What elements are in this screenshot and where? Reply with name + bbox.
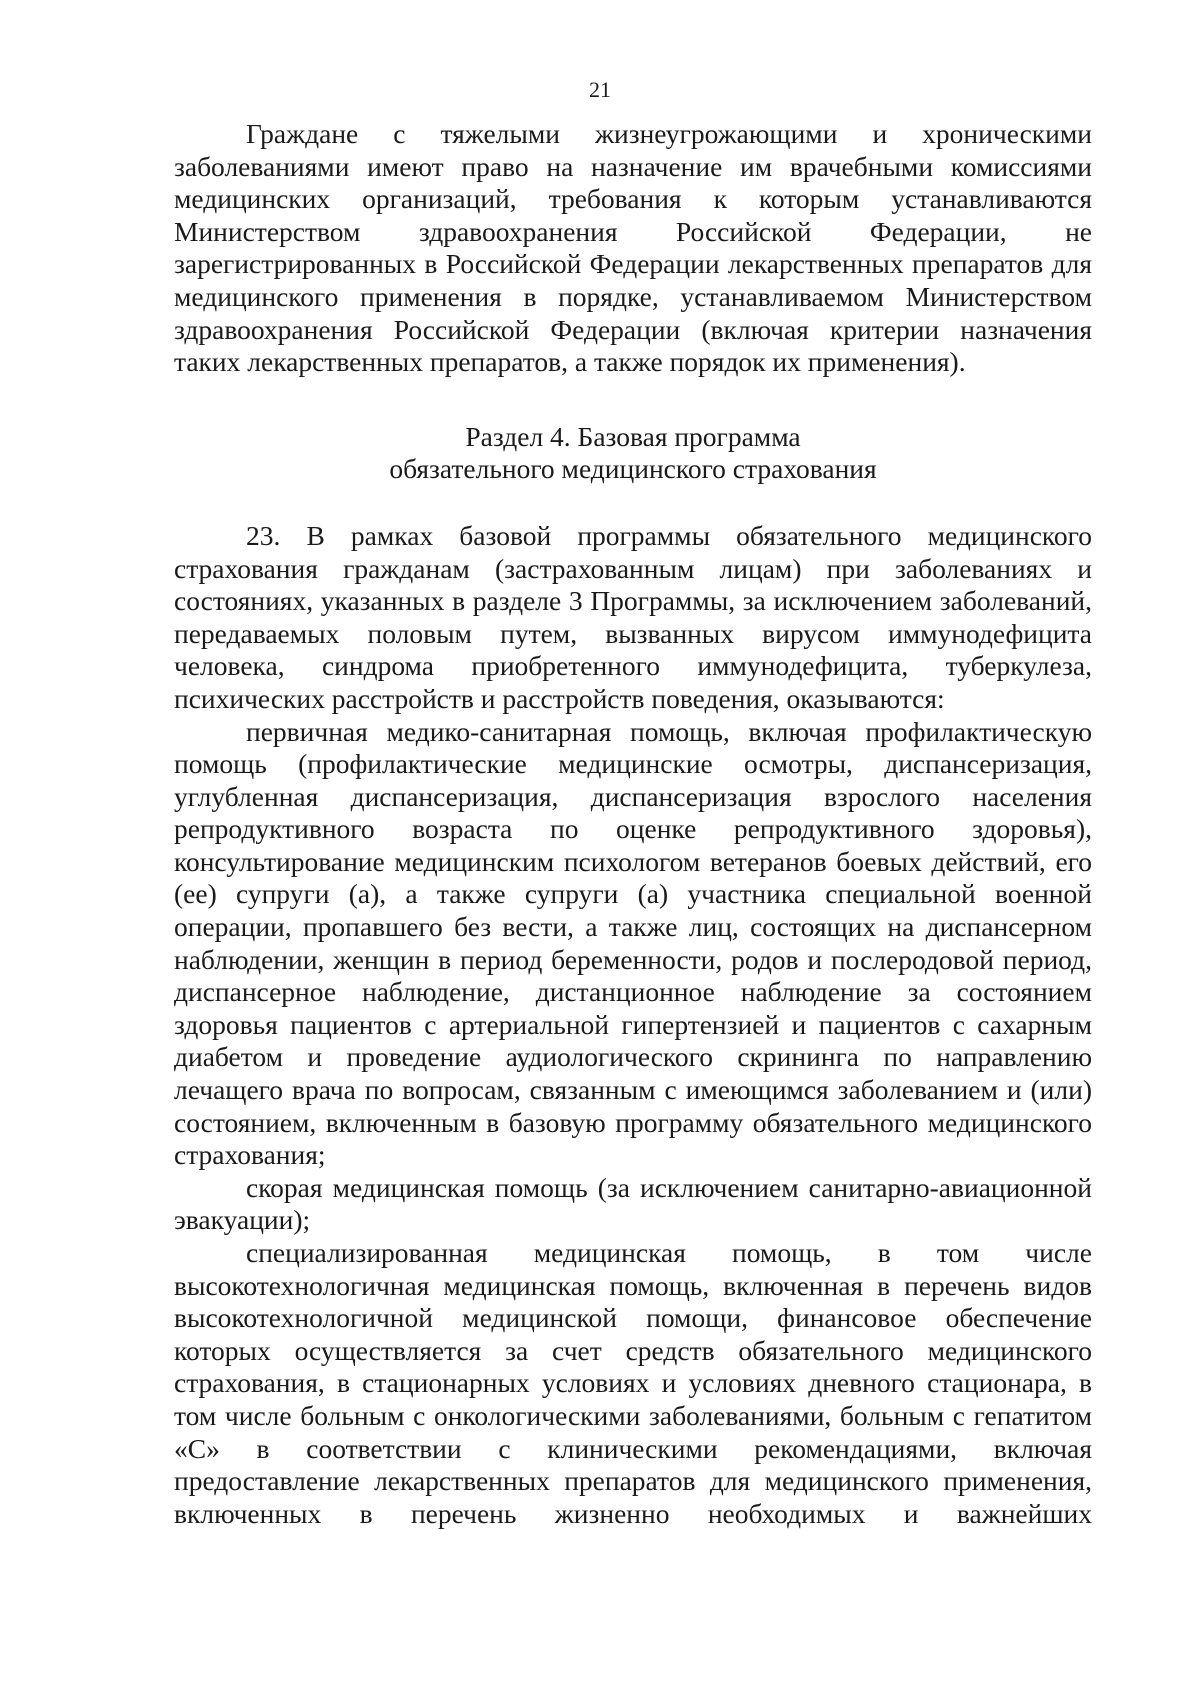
paragraph-specialized-care: специализированная медицинская помощь, в том числе высокотехнологичная медицинская помощь, включенная в перечень видов высокотехнологичной медицинской помощи, финансовое обеспечение которых осуществляется за счет средств обязательного медицинского страхования, в стационарных условиях и условиях дневного стационара, в том числе больным с онкологическими заболеваниями, больным с гепатитом «С» в соответствии с клиническими рекомендациями, включая предоставление лекарственных препаратов для медицинского применения, включенных в перечень жизненно необходимых и важнейших [174,1237,1092,1529]
paragraph-23: 23. В рамках базовой программы обязательного медицинского страхования гражданам (застрахованным лицам) при заболеваниях и состояниях, указанных в разделе 3 Программы, за исключением заболеваний, передаваемых половым путем, вызванных вирусом иммунодефицита человека, синдрома приобретенного иммунодефицита, туберкулеза, психических расстройств и расстройств поведения, оказываются: [174,519,1092,714]
paragraph-emergency-care: скорая медицинская помощь (за исключением санитарно-авиационной эвакуации); [174,1171,1092,1236]
section-title-line-1: Раздел 4. Базовая программа [465,420,801,452]
section-title-line-2: обязательного медицинского страхования [389,453,877,485]
page-number: 21 [589,77,611,102]
paragraph-primary-care: первичная медико-санитарная помощь, включая профилактическую помощь (профилактические медицинские осмотры, диспансеризация, углубленная диспансеризация, диспансеризация взрослого населения репродуктивного возраста по оценке репродуктивного здоровья), консультирование медицинским психологом ветеранов боевых действий, его (ее) супруги (а), а также супруги (а) участника специальной военной операции, пропавшего без вести, а также лиц, состоящих на диспансерном наблюдении, женщин в период беременности, родов и послеродовой период, диспансерное наблюдение, дистанционное наблюдение за состоянием здоровья пациентов с артериальной гипертензией и пациентов с сахарным диабетом и проведение аудиологического скрининга по направлению лечащего врача по вопросам, связанным с имеющимся заболеванием и (или) состоянием, включенным в базовую программу обязательного медицинского страхования; [174,715,1092,1171]
paragraph-intro: Граждане с тяжелыми жизнеугрожающими и хроническими заболеваниями имеют право на назначение им врачебными комиссиями медицинских организаций, требования к которым устанавливаются Министерством здравоохранения Российской Федерации, не зарегистрированных в Российской Федерации лекарственных препаратов для медицинского применения в порядке, устанавливаемом Министерством здравоохранения Российской Федерации (включая критерии назначения таких лекарственных препаратов, а также порядок их применения). [174,118,1092,378]
section-heading [174,379,1092,520]
document-body [174,118,1092,1530]
